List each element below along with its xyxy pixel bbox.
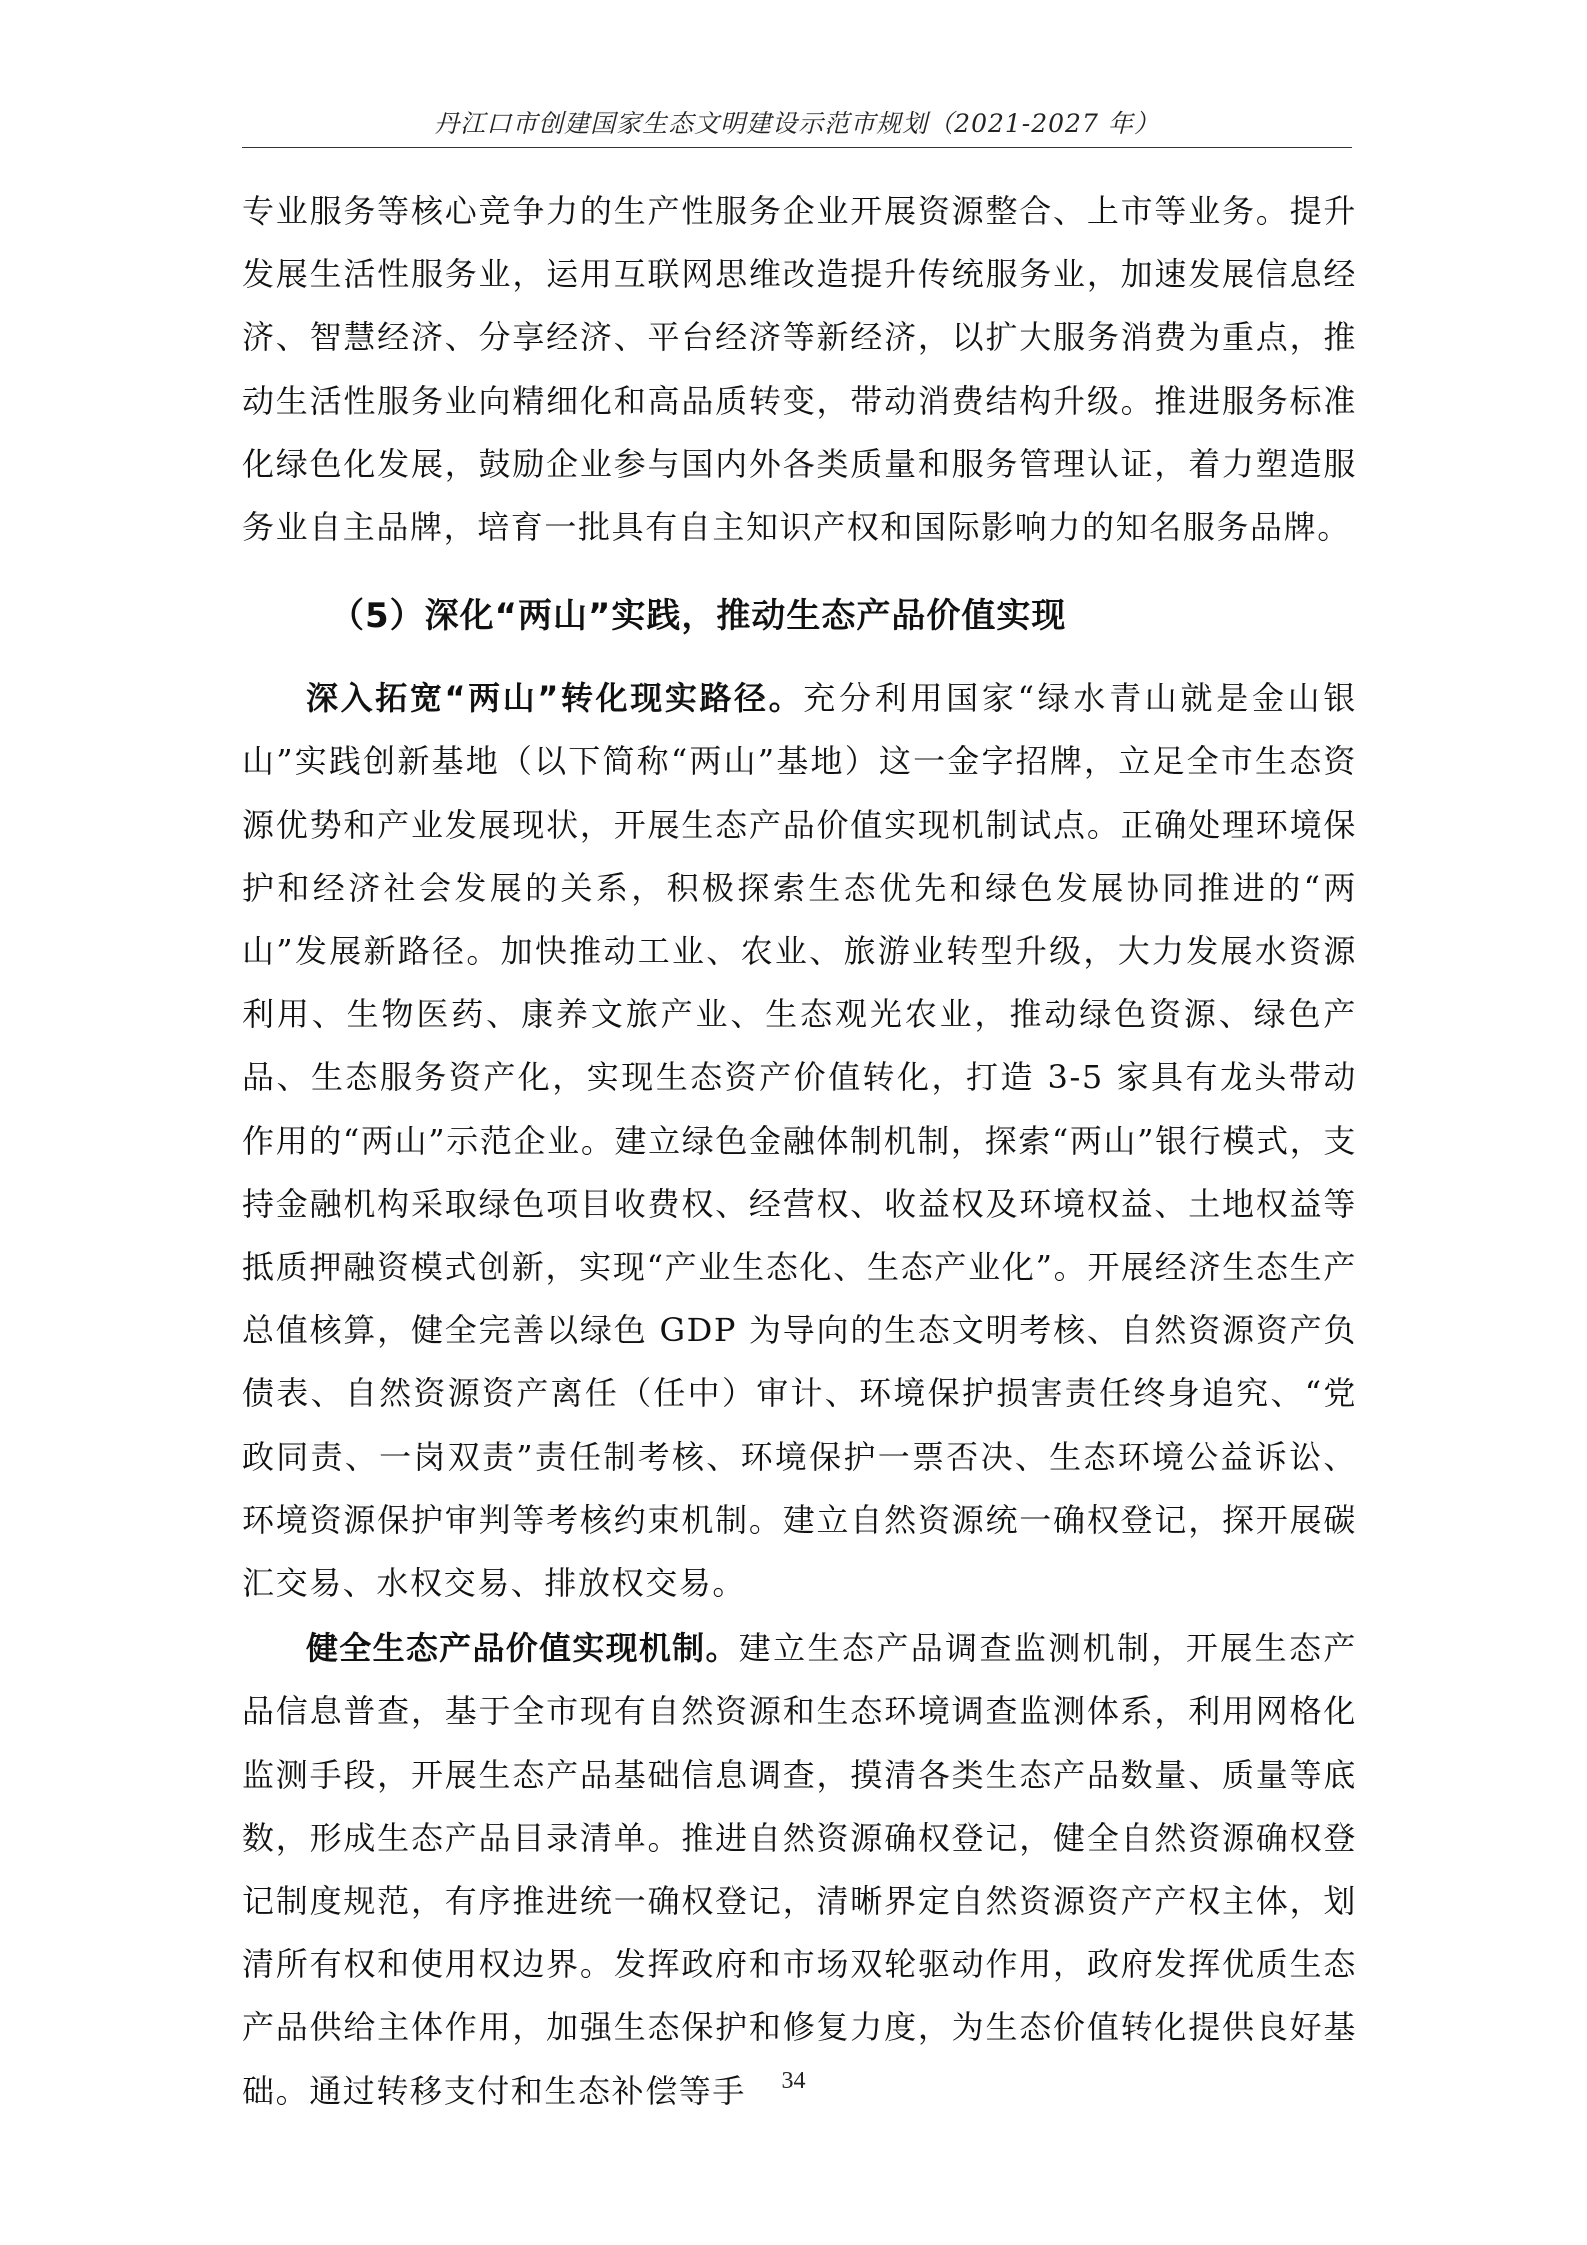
paragraph-lead-text: 深入拓宽“两山”转化现实路径。 — [306, 679, 804, 718]
paragraph-body-text: 充分利用国家“绿水青山就是金山银山”实践创新基地（以下简称“两山”基地）这一金字招牌，立足全市生态资源优势和产业发展现状，开展生态产品价值实现机制试点。正确处理环境保护和经济社会发展的关系，积极探索生态优先和绿色发展协同推进的“两山”发展新路径。加快推动工业、农业、旅游业转型升级，大力发展水资源利用、生物医药、康养文旅产业、生态观光农业，推动绿色资源、绿色产品、生态服务资产化，实现生态资产价值转化，打造 3-5 家具有龙头带动作用的“两山”示范企业。建立绿色金融体制机制，探索“两山”银行模式，支持金融机构采取绿色项目收费权、经营权、收益权及环境权益、土地权益等抵质押融资模式创新，实现“产业生态化、生态产业化”。开展经济生态生产总值核算，健全完善以绿色 GDP 为导向的生态文明考核、自然资源资产负债表、自然资源资产离任（任中）审计、环境保护损害责任终身追究、“党政同责、一岗双责”责任制考核、环境保护一票否决、生态环境公益诉讼、环境资源保护审判等考核约束机制。建立自然资源统一确权登记，探开展碳汇交易、水权交易、排放权交易。 — [242, 679, 1357, 1603]
paragraph-eco-product-mechanism — [242, 1617, 1357, 2123]
document-body — [242, 180, 1357, 2123]
section-heading: （5）深化“两山”实践，推动生态产品价值实现 — [330, 596, 1067, 637]
paragraph-lead-text: 健全生态产品价值实现机制。 — [306, 1629, 739, 1668]
header-divider — [242, 147, 1352, 148]
paragraph-two-mountains-path — [242, 667, 1357, 1615]
paragraph-service-industry: 专业服务等核心竞争力的生产性服务企业开展资源整合、上市等业务。提升发展生活性服务业，运用互联网思维改造提升传统服务业，加速发展信息经济、智慧经济、分享经济、平台经济等新经济，以扩大服务消费为重点，推动生活性服务业向精细化和高品质转变，带动消费结构升级。推进服务标准化绿色化发展，鼓励企业参与国内外各类质量和服务管理认证，着力塑造服务业自主品牌，培育一批具有自主知识产权和国际影响力的知名服务品牌。 — [242, 192, 1357, 547]
page-header-title: 丹江口市创建国家生态文明建设示范市规划（2021-2027 年） — [434, 109, 1160, 138]
page-number: 34 — [781, 2068, 806, 2094]
paragraph-body-text: 建立生态产品调查监测机制，开展生态产品信息普查，基于全市现有自然资源和生态环境调查监测体系，利用网格化监测手段，开展生态产品基础信息调查，摸清各类生态产品数量、质量等底数，形成生态产品目录清单。推进自然资源确权登记，健全自然资源确权登记制度规范，有序推进统一确权登记，清晰界定自然资源资产产权主体，划清所有权和使用权边界。发挥政府和市场双轮驱动作用，政府发挥优质生态产品供给主体作用，加强生态保护和修复力度，为生态价值转化提供良好基础。通过转移支付和生态补偿等手 — [242, 1629, 1357, 2110]
